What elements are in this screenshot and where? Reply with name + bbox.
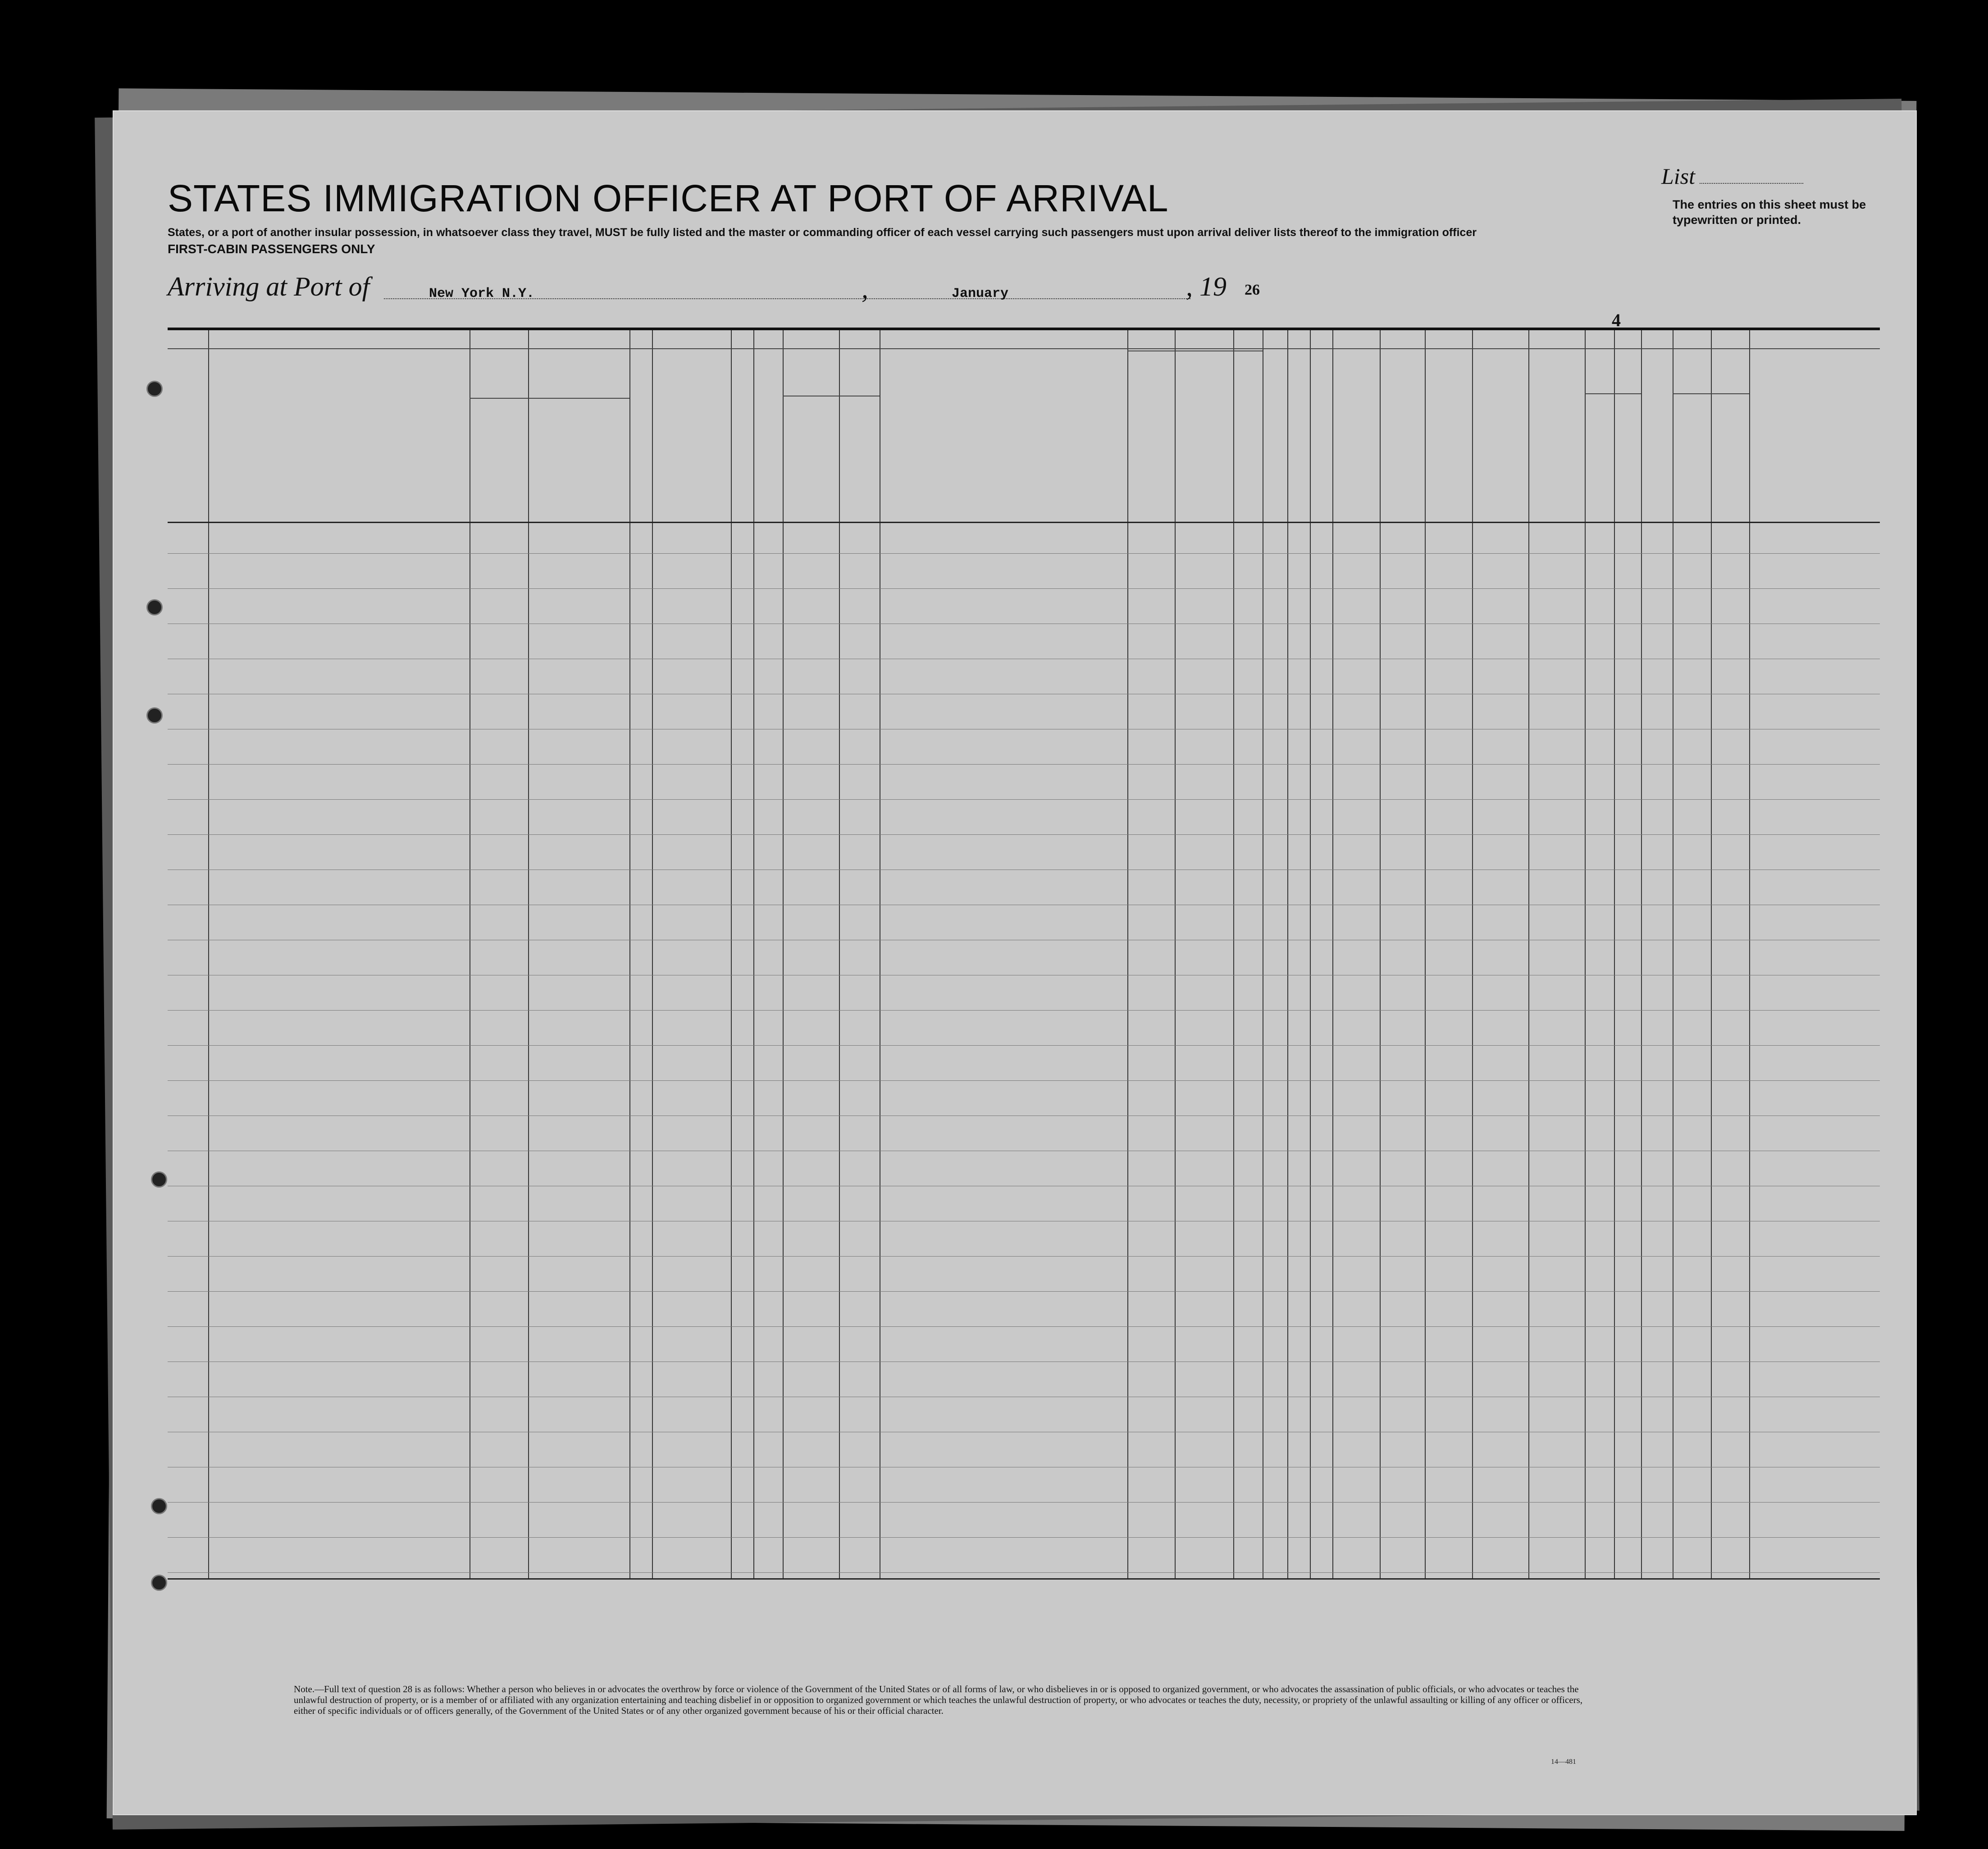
column-divider (1528, 330, 1529, 1578)
footnote-question-28: Note.—Full text of question 28 is as follows: Whether a person who believes in or advocates the overthrow by force or violence of the Government of the United States or of all forms of law, or who disbelieves in or is opposed to organized government, or who advocates the assassination of public officials, or who advocates or teaches the unlawful destruction of property, or is a member of or affiliated with any organization entertaining and teaching disbelief in or opposition to organized government or which teaches the unlawful destruction of property, or who advocates or teaches the duty, necessity, or propriety of the unlawful assaulting or killing of any officer or officers, either of specific individuals or of officers generally, of the Government of the United States or of any other organized government because of his or their official character. (294, 1684, 1583, 1716)
column-divider (1380, 330, 1381, 1578)
column-divider (1749, 330, 1750, 1578)
column-divider (1175, 330, 1176, 1578)
column-divider (1127, 330, 1128, 1578)
page-title: STATES IMMIGRATION OFFICER AT PORT OF ARRIVAL (168, 177, 1169, 219)
column-divider (1641, 330, 1642, 1578)
header-col30 (1427, 357, 1468, 510)
header-ticket (633, 355, 651, 517)
sub-header-rule (1585, 393, 1641, 394)
header-col29 (1382, 357, 1423, 510)
column-divider (1472, 330, 1473, 1578)
form-code: 14—481 (1551, 1758, 1576, 1766)
row-rule (168, 1256, 1880, 1257)
row-rule (168, 588, 1880, 589)
instruction-line: States, or a port of another insular possession, in whatsoever class they travel, MUST be fully listed and the master or commanding officer of each vessel carrying such passengers must upon arrival deliver lists thereof to the immigration officer (168, 226, 1477, 239)
sub-header-rule (1673, 393, 1749, 394)
column-divider (839, 330, 840, 1578)
year-prefix: 19 (1199, 272, 1227, 301)
row-rule (168, 834, 1880, 835)
first-cabin-label: FIRST-CABIN PASSENGERS ONLY (168, 242, 375, 256)
column-divider (1287, 330, 1288, 1578)
typewritten-notice: The entries on this sheet must be typewritten or printed. (1673, 198, 1866, 227)
column-divider (1711, 330, 1712, 1578)
row-rule (168, 553, 1880, 554)
column-divider (652, 330, 653, 1578)
row-rule (168, 1080, 1880, 1081)
column-divider (1310, 330, 1311, 1578)
month-rule (880, 298, 1190, 299)
column-divider (208, 330, 209, 1578)
header-purpose-sub3 (1236, 366, 1260, 515)
punch-hole (151, 1171, 167, 1188)
header-rule (168, 348, 1880, 349)
header-purpose-sub1 (1132, 366, 1172, 515)
row-rule (168, 1572, 1880, 1573)
sheet-number: 4 (1612, 310, 1621, 330)
punch-hole (151, 1498, 167, 1514)
column-divider (1332, 330, 1333, 1578)
row-rule (168, 1291, 1880, 1292)
year-suffix: 26 (1245, 282, 1260, 298)
row-rule (168, 1045, 1880, 1046)
header-polygamist (1290, 357, 1308, 510)
column-divider (629, 330, 630, 1578)
row-rule (168, 1010, 1880, 1011)
column-divider (528, 330, 529, 1578)
column-divider (753, 330, 754, 1578)
manifest-table (168, 328, 1880, 1580)
column-divider (1233, 330, 1234, 1578)
column-divider (1585, 330, 1586, 1578)
header-anarchist (1312, 357, 1330, 510)
column-divider (731, 330, 732, 1578)
punch-hole (146, 707, 163, 724)
punch-hole (146, 599, 163, 615)
month-value: January (952, 286, 1009, 301)
manifest-sheet: STATES IMMIGRATION OFFICER AT PORT OF ARRIVAL List The entries on this sheet must be typewritten or printed. States, or a port of another insular possession, in whatsoever class they travel, MUST be fully listed and the master or commanding officer of each vessel carrying such passengers must upon arrival deliver lists thereof to the immigration officer FIRST-CABIN PASSENGERS ONLY Arriving at Port of New York N.Y. , January , 19 26 4 Note.—Full text of question 28 is as follows: Whether a person who believes in or advocates the overthrow by force or violence of the Government of the United States or of all forms of law, or who disbelieves in or is opposed to organized government, or who advocates the assassination of public officials, or who advocates or teaches the unlawful destruction of property, or is a member of or affiliated with any organization entertaining and teaching disbelief in or opposition to organized government or which teaches the unlawful destruction of property, or who advocates or teaches the duty, necessity, or propriety of the unlawful assaulting or killing of any officer or officers, either of specific individuals or of officers generally, of the Government of the United States or of any other organized government because of his or their official character. 14—481 (113, 110, 1917, 1815)
header-purpose-sub2 (1179, 366, 1229, 515)
header-possession-50 (734, 355, 752, 517)
row-rule (168, 764, 1880, 765)
header-prison (1265, 357, 1285, 510)
comma-separator: , (862, 274, 868, 304)
row-rule (168, 1326, 1880, 1327)
row-rule (168, 1537, 1880, 1538)
column-divider (783, 330, 784, 1578)
arriving-label: Arriving at Port of (168, 272, 370, 301)
header-bottom-rule (168, 522, 1880, 523)
column-divider (1614, 330, 1615, 1578)
port-value: New York N.Y. (429, 286, 535, 301)
punch-hole (146, 381, 163, 397)
header-col28 (1335, 357, 1377, 510)
punch-hole (151, 1575, 167, 1591)
row-rule (168, 799, 1880, 800)
column-divider (1425, 330, 1426, 1578)
sub-header-rule (470, 398, 629, 399)
list-label: List (1661, 163, 1803, 189)
row-rule (168, 1502, 1880, 1503)
